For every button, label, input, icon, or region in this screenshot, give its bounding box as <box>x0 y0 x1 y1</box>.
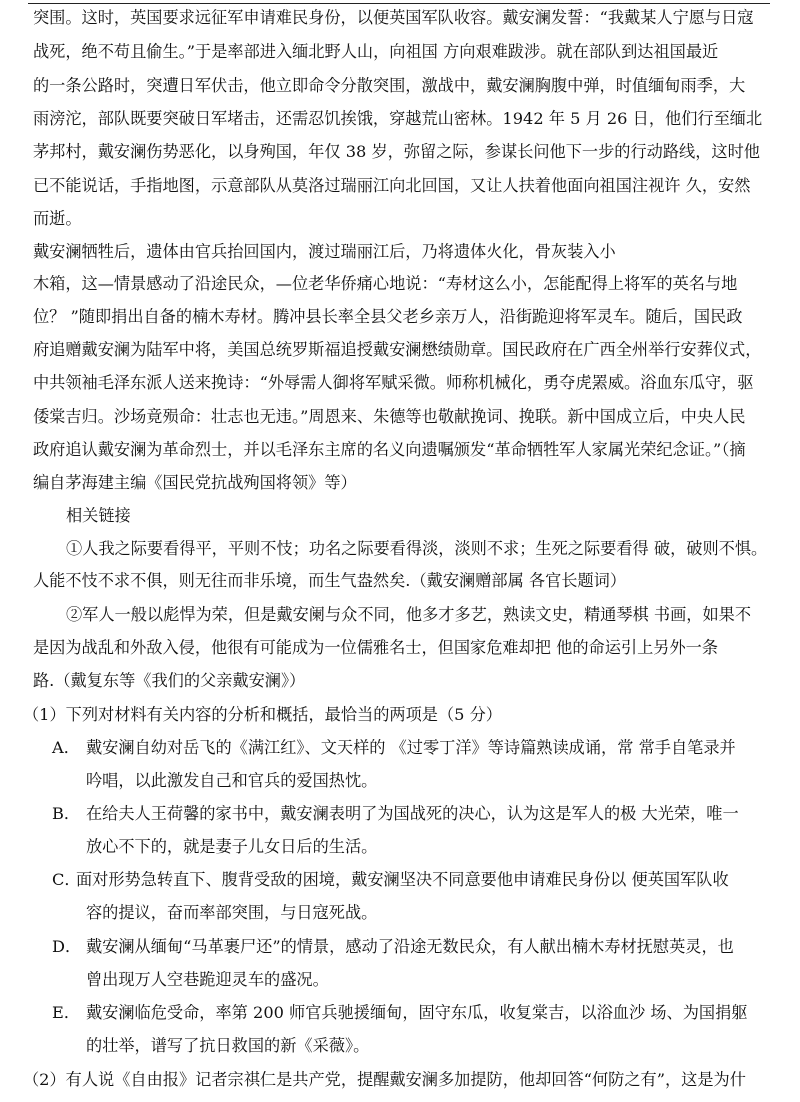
top-border-line <box>28 3 770 4</box>
option-e-text: 的壮举，谱写了抗日救国的新《采薇》。 <box>86 1036 370 1055</box>
article-paragraph2-line: 位？ ”随即捐出自备的楠木寿材。腾冲县长率全县父老乡亲万人，沿街跪迎将军灵车。随后，国民政 <box>33 307 743 326</box>
article-paragraph2-line: 编自茅海建主编《国民党抗战殉国将领》等） <box>33 473 357 492</box>
option-d-text: 戴安澜从缅甸“马革裹尸还”的情景，感动了沿途无数民众，有人献出楠木寿材抚慰英灵，也 <box>86 937 734 956</box>
link-item1-line: ①人我之际要看得平，平则不忮；功名之际要看得淡，淡则不求；生死之际要看得 破，破则不惧。 <box>66 539 768 558</box>
option-a-text: 戴安澜自幼对岳飞的《满江红》、文天样的 《过零丁洋》等诗篇熟读成诵，常 常手自笔录并 <box>86 738 736 757</box>
option-b-text: 放心不下的，就是妻子儿女日后的生活。 <box>86 837 378 856</box>
article-paragraph2-line: 府追赠戴安澜为陆军中将，美国总统罗斯福追授戴安澜懋绩勋章。国民政府在广西全州举行安葬仪式， <box>33 340 762 359</box>
question2-stem: （2）有人说《自由报》记者宗祺仁是共产党，提醒戴安澜多加提防，他却回答“何防之有”，这是为什 <box>23 1070 746 1089</box>
article-paragraph2-line: 木箱，这—情景感动了沿途民众，—位老华侨痛心地说：“寿材这么小，怎能配得上将军的英名与地 <box>33 274 738 293</box>
option-d-letter: D． <box>52 937 82 956</box>
article-paragraph1-line: 而逝。 <box>33 209 82 228</box>
option-e-letter: E． <box>52 1003 81 1022</box>
option-c-text: 容的提议，奋而率部突围，与日寇死战。 <box>86 903 378 922</box>
article-paragraph2-line: 中共领袖毛泽东派人送来挽诗：“外辱需人御将军赋采微。师称机械化，勇夺虎罴威。浴血东瓜守，驱 <box>33 373 754 392</box>
link-item2-line: 路.（戴复东等《我们的父亲戴安澜》） <box>33 671 306 690</box>
option-b-letter: B． <box>52 804 81 823</box>
article-paragraph1-line: 雨滂沱，部队既要突破日军堵击，还需忍饥挨饿，穿越荒山密林。1942 年 5 月 26 日，他们行至缅北 <box>33 109 763 128</box>
article-paragraph1-line: 的一条公路时，突遭日军伏击，他立即命令分散突围，激战中，戴安澜胸腹中弹，时值缅甸雨季，大 <box>33 76 746 95</box>
option-b-text: 在给夫人王荷馨的家书中，戴安澜表明了为国战死的决心，认为这是军人的极 大光荣，唯一 <box>86 804 739 823</box>
option-d-text: 曾出现万人空巷跪迎灵车的盛况。 <box>86 970 329 989</box>
link-item1-line: 人能不忮不求不俱，则无往而非乐境，而生气盎然矣.（戴安澜赠部属 各官长题词） <box>33 571 627 590</box>
article-paragraph2-line: 倭棠吉归。沙场竟殒命：壮志也无违。”周恩来、朱德等也敬献挽词、挽联。新中国成立后，中央人民 <box>33 407 746 426</box>
article-paragraph1-line: 战死，绝不苟且偷生。”于是率部进入缅北野人山，向祖国 方向艰难跋涉。就在部队到达祖国最近 <box>33 42 719 61</box>
option-c-letter: C． <box>52 870 81 889</box>
article-paragraph1-line: 突围。这时，英国要求远征军申请难民身份，以便英国军队收容。戴安澜发誓：“我戴某人宁愿与日寇 <box>33 8 754 27</box>
option-a-letter: A． <box>52 738 80 757</box>
article-paragraph2-line: 政府追认戴安澜为革命烈士，并以毛泽东主席的名义向遗嘱颁发“革命牺牲军人家属光荣纪念证。”（摘 <box>33 440 746 459</box>
link-item2-line: 是因为战乱和外敌入侵，他很有可能成为一位儒雅名士，但国家危难却把 他的命运引上另外一条 <box>33 638 719 657</box>
option-e-text: 戴安澜临危受命，率第 200 师官兵驰援缅甸，固守东瓜，收复棠吉，以浴血沙 场、为国捐躯 <box>86 1003 748 1022</box>
links-heading: 相关链接 <box>66 506 131 525</box>
option-c-text: 面对形势急转直下、腹背受敌的困境，戴安澜坚决不同意要他申请难民身份以 便英国军队收 <box>76 870 729 889</box>
question1-stem: （1）下列对材料有关内容的分析和概括，最恰当的两项是（5 分） <box>23 705 502 724</box>
article-paragraph1-line: 茅邦村，戴安澜伤势恶化，以身殉国，年仅 38 岁，弥留之际，参谋长问他下一步的行动路线，这时他 <box>33 142 760 161</box>
link-item2-line: ②军人一般以彪悍为荣，但是戴安阑与众不同，他多才多艺，熟读文史，精通琴棋 书画，如果不 <box>66 605 752 624</box>
article-paragraph2-line: 戴安澜牺牲后，遗体由官兵抬回国内，渡过瑞丽江后，乃将遗体火化，骨灰装入小 <box>33 242 616 261</box>
option-a-text: 吟唱，以此激发自己和官兵的爱国热忱。 <box>86 771 378 790</box>
article-paragraph1-line: 已不能说话，手指地图，示意部队从莫洛过瑞丽江向北回国，又让人扶着他面向祖国注视许 久，安然 <box>33 176 751 195</box>
